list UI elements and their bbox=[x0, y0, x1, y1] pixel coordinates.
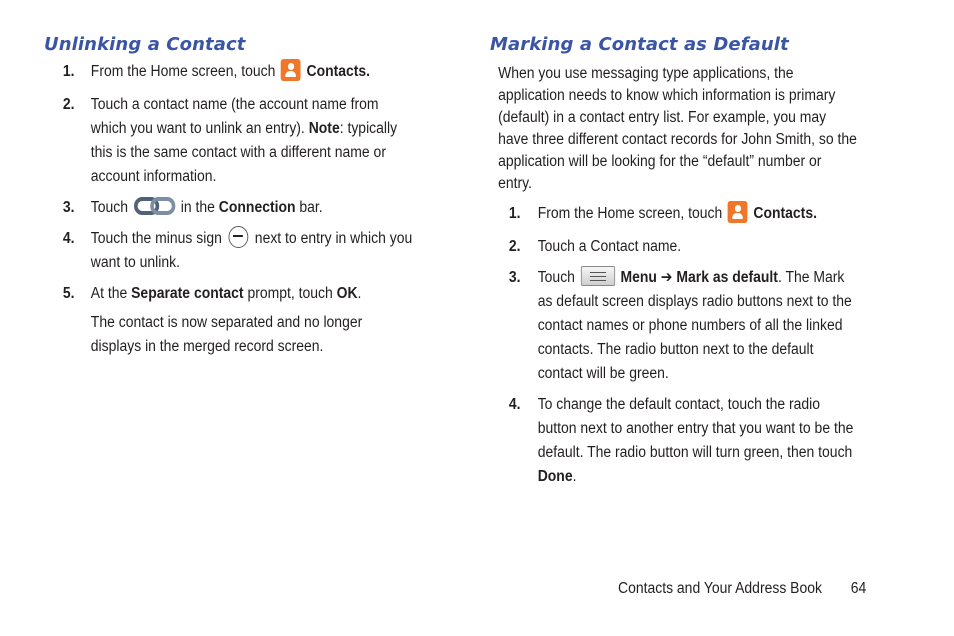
footer-section-title: Contacts and Your Address Book bbox=[618, 580, 822, 597]
step-bold: Done bbox=[537, 468, 573, 485]
step-text: . bbox=[357, 285, 362, 302]
step-text: From the Home screen, touch bbox=[537, 205, 723, 222]
step-bold: Contacts. bbox=[306, 63, 371, 80]
step-text: next to entry in which you want to unlink. bbox=[90, 230, 413, 271]
step-text: bar. bbox=[299, 199, 323, 216]
left-followup bbox=[44, 311, 413, 359]
right-step-1 bbox=[490, 202, 859, 226]
section-heading-unlinking: Unlinking a Contact bbox=[44, 34, 246, 55]
step-text: Touch the minus sign bbox=[90, 230, 222, 247]
step-text: prompt, touch bbox=[247, 285, 333, 302]
step-text: Touch bbox=[537, 269, 575, 286]
step-text: : typically this is the same contact with a different name or account information. bbox=[90, 120, 398, 185]
left-column bbox=[44, 34, 454, 359]
step-bold: Separate contact bbox=[131, 285, 244, 302]
step-text: Touch a Contact name. bbox=[537, 238, 682, 255]
step-text: At the bbox=[90, 285, 128, 302]
menu-icon bbox=[581, 266, 615, 286]
step-bold: Connection bbox=[218, 199, 296, 216]
step-number: 3. bbox=[62, 199, 75, 216]
right-step-3 bbox=[490, 266, 859, 386]
step-number: 4. bbox=[508, 396, 521, 413]
page-footer bbox=[618, 578, 888, 600]
section-heading-default: Marking a Contact as Default bbox=[490, 34, 789, 55]
page-number: 64 bbox=[850, 580, 867, 597]
step-number: 2. bbox=[508, 238, 521, 255]
left-step-3 bbox=[44, 196, 413, 220]
left-step-4 bbox=[44, 227, 413, 275]
step-number: 2. bbox=[62, 96, 75, 113]
contacts-icon bbox=[281, 59, 301, 81]
left-step-5 bbox=[44, 282, 413, 306]
right-step-2 bbox=[490, 235, 859, 259]
contacts-icon bbox=[728, 201, 748, 223]
step-bold: Menu bbox=[620, 269, 657, 286]
step-number: 1. bbox=[62, 63, 75, 80]
left-step-2 bbox=[44, 93, 413, 189]
step-text: To change the default contact, touch the radio button next to another entry that you want to be the default. The radio button will turn green, then touch bbox=[537, 396, 854, 461]
step-number: 1. bbox=[508, 205, 521, 222]
arrow-glyph: ➔ bbox=[660, 269, 673, 286]
step-text: Touch bbox=[90, 199, 129, 216]
step-number: 3. bbox=[508, 269, 521, 286]
followup-text: The contact is now separated and no longer displays in the merged record screen. bbox=[90, 314, 363, 355]
step-text: . bbox=[572, 468, 577, 485]
right-step-4 bbox=[490, 393, 859, 489]
left-step-1 bbox=[44, 60, 413, 84]
step-bold: Contacts. bbox=[753, 205, 817, 222]
step-text: . The Mark as default screen displays radio buttons next to the contact names or phone numbers of all the linked contacts. The radio button next to the default contact will be green. bbox=[537, 269, 852, 382]
note-label: Note bbox=[308, 120, 340, 137]
step-number: 4. bbox=[62, 230, 75, 247]
step-number: 5. bbox=[62, 285, 75, 302]
link-icon bbox=[134, 196, 175, 216]
minus-icon bbox=[228, 226, 248, 248]
step-text: Touch a contact name (the account name from which you want to unlink an entry). bbox=[90, 96, 379, 137]
step-bold: Mark as default bbox=[676, 269, 778, 286]
step-text: in the bbox=[180, 199, 215, 216]
step-bold: OK bbox=[336, 285, 358, 302]
intro-paragraph: When you use messaging type applications, the application needs to know which information is primary (default) in a contact entry list. For example, you may have three different contact records for John Smith, so the application will be looking for the “default” number or entry. bbox=[498, 65, 857, 192]
step-text: From the Home screen, touch bbox=[90, 63, 276, 80]
right-column bbox=[490, 34, 900, 489]
